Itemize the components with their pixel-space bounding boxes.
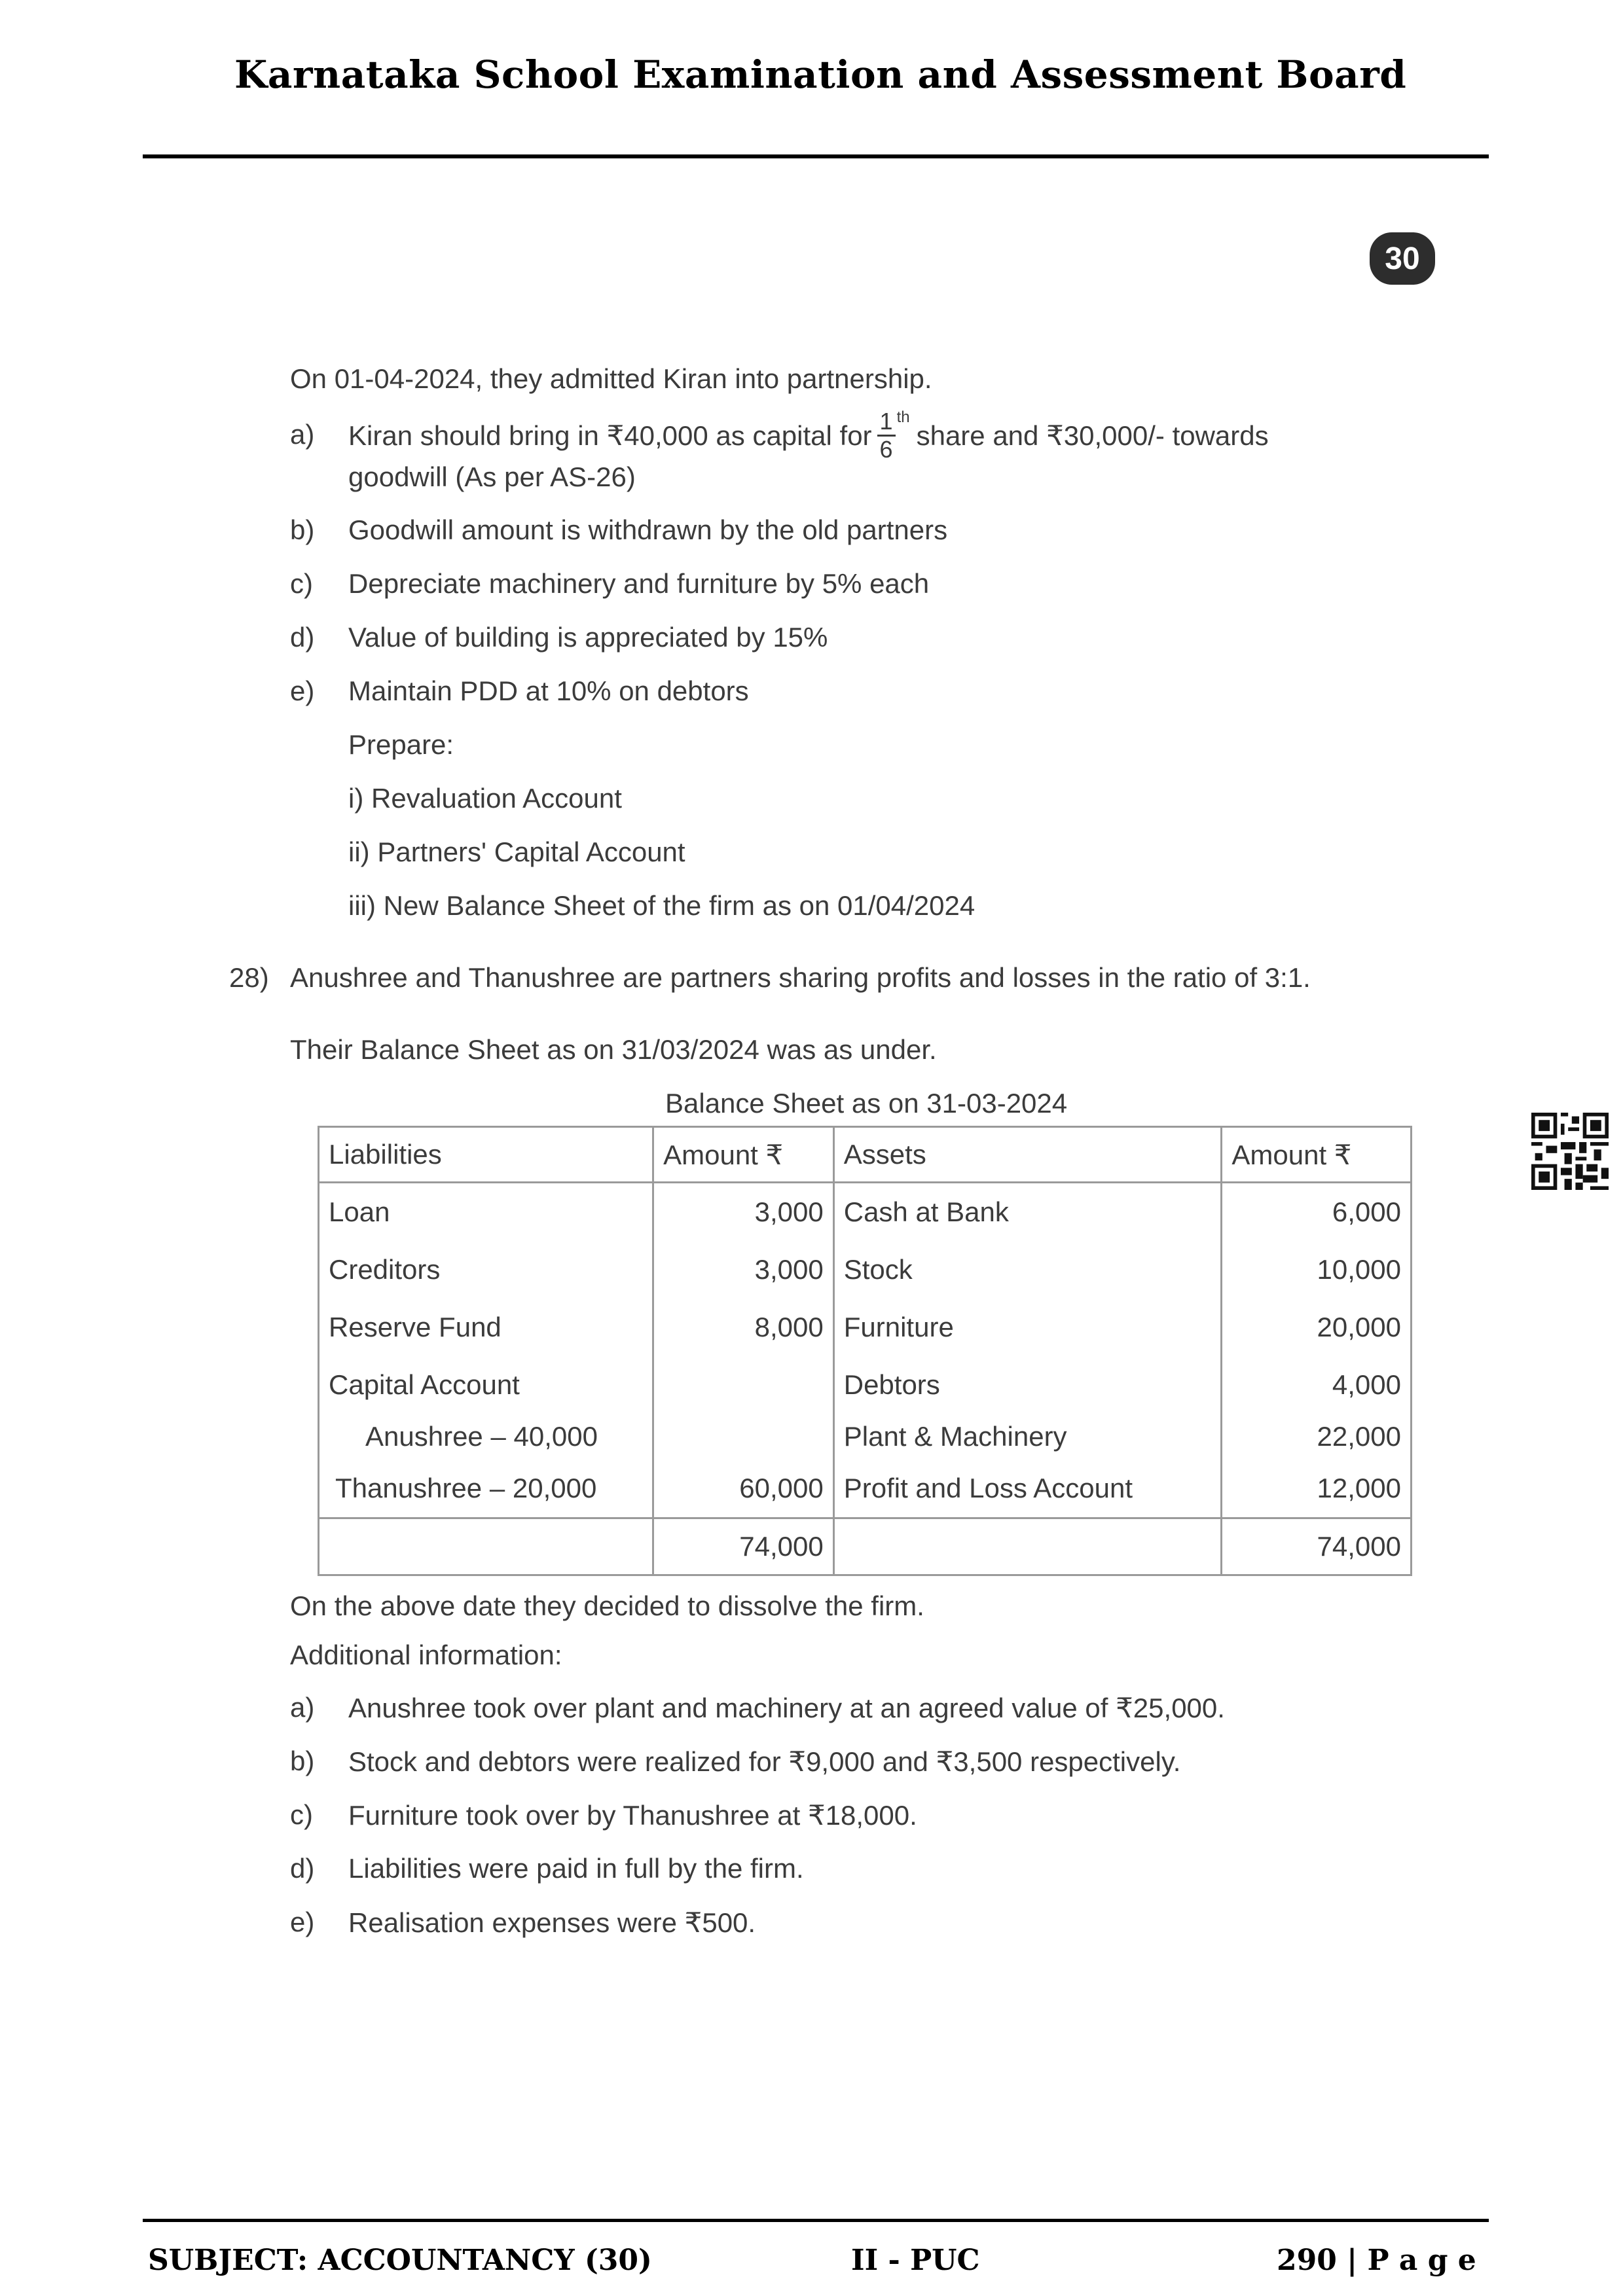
q27-intro: On 01-04-2024, they admitted Kiran into partnership. (290, 363, 932, 394)
q28-item-d-label: d) (290, 1853, 315, 1884)
after-table-text: On the above date they decided to dissolve the firm. (290, 1590, 924, 1621)
cell: 22,000 (1222, 1414, 1412, 1460)
cell (833, 1518, 1222, 1575)
prepare-item-2: ii) Partners' Capital Account (348, 836, 685, 867)
table-header-row (319, 1127, 1412, 1183)
cell: Anushree – 40,000 (319, 1414, 653, 1460)
prepare-item-1: i) Revaluation Account (348, 783, 622, 814)
table-total-row (319, 1518, 1412, 1575)
cell: 10,000 (1222, 1241, 1412, 1299)
cell (653, 1356, 834, 1414)
q28-item-a: Anushree took over plant and machinery at an agreed value of ₹25,000. (348, 1693, 1225, 1723)
fraction-numerator: 1 (877, 408, 896, 437)
page-badge: 30 (1370, 232, 1435, 285)
table-title: Balance Sheet as on 31-03-2024 (665, 1088, 1068, 1119)
total-assets: 74,000 (1222, 1518, 1412, 1575)
footer-class: II - PUC (851, 2244, 980, 2277)
cell: 3,000 (653, 1241, 834, 1299)
board-title: Karnataka School Examination and Assessment Board (234, 52, 1407, 97)
footer-subject: SUBJECT: ACCOUNTANCY (30) (148, 2244, 652, 2277)
footer-rule (143, 2219, 1489, 2222)
cell: Loan (319, 1183, 653, 1242)
q27-item-e: Maintain PDD at 10% on debtors (348, 675, 749, 706)
q27-item-a-line2: goodwill (As per AS-26) (348, 461, 636, 492)
total-liabilities: 74,000 (653, 1518, 834, 1575)
table-row (319, 1414, 1412, 1460)
q28-line2: Their Balance Sheet as on 31/03/2024 was as under. (290, 1034, 937, 1065)
table-row (319, 1460, 1412, 1518)
cell (653, 1414, 834, 1460)
q28-item-e: Realisation expenses were ₹500. (348, 1907, 756, 1938)
header-assets: Assets (833, 1127, 1222, 1183)
q28-item-d: Liabilities were paid in full by the firm. (348, 1853, 804, 1884)
q28-item-b: Stock and debtors were realized for ₹9,000 and ₹3,500 respectively. (348, 1746, 1181, 1777)
q27-item-c: Depreciate machinery and furniture by 5% each (348, 568, 930, 599)
cell: 60,000 (653, 1460, 834, 1518)
prepare-label: Prepare: (348, 729, 454, 760)
fraction-denominator: 6 (879, 436, 893, 463)
cell: Creditors (319, 1241, 653, 1299)
table-row (319, 1356, 1412, 1414)
q27-item-e-label: e) (290, 675, 315, 706)
q27-item-a (348, 408, 1269, 463)
table-row (319, 1299, 1412, 1356)
q28-item-b-label: b) (290, 1746, 315, 1776)
cell (319, 1518, 653, 1575)
cell: 8,000 (653, 1299, 834, 1356)
q27-item-a-label: a) (290, 419, 315, 450)
qr-code-icon (1531, 1113, 1609, 1190)
table-row (319, 1183, 1412, 1242)
cell: Thanushree – 20,000 (319, 1460, 653, 1518)
cell: 20,000 (1222, 1299, 1412, 1356)
fraction (877, 408, 896, 463)
prepare-item-3: iii) New Balance Sheet of the firm as on 01/04/2024 (348, 890, 976, 921)
cell: 6,000 (1222, 1183, 1412, 1242)
q27-item-d: Value of building is appreciated by 15% (348, 622, 828, 653)
additional-info-label: Additional information: (290, 1640, 562, 1670)
q28-number: 28) (229, 962, 269, 993)
cell: Plant & Machinery (833, 1414, 1222, 1460)
cell: 12,000 (1222, 1460, 1412, 1518)
header-amount-1: Amount ₹ (653, 1127, 834, 1183)
cell: Debtors (833, 1356, 1222, 1414)
fraction-superscript: th (896, 408, 910, 426)
q27-item-d-label: d) (290, 622, 315, 653)
cell: Stock (833, 1241, 1222, 1299)
header-amount-2: Amount ₹ (1222, 1127, 1412, 1183)
q27-item-a-text-before: Kiran should bring in ₹40,000 as capital for (348, 420, 872, 451)
cell: Profit and Loss Account (833, 1460, 1222, 1518)
q27-item-c-label: c) (290, 568, 313, 599)
q28-item-a-label: a) (290, 1692, 315, 1723)
footer-page-number: 290 | P a g e (1277, 2244, 1476, 2277)
cell: Capital Account (319, 1356, 653, 1414)
cell: Furniture (833, 1299, 1222, 1356)
q28-text: Anushree and Thanushree are partners sharing profits and losses in the ratio of 3:1. (290, 962, 1311, 993)
q28-item-c: Furniture took over by Thanushree at ₹18,000. (348, 1800, 917, 1831)
cell: Cash at Bank (833, 1183, 1222, 1242)
header-liabilities: Liabilities (319, 1127, 653, 1183)
q27-item-a-text-after: share and ₹30,000/- towards (916, 420, 1269, 451)
q27-item-b: Goodwill amount is withdrawn by the old partners (348, 514, 948, 545)
table-row (319, 1241, 1412, 1299)
cell: 4,000 (1222, 1356, 1412, 1414)
cell: Reserve Fund (319, 1299, 653, 1356)
q27-item-b-label: b) (290, 514, 315, 545)
q28-item-e-label: e) (290, 1907, 315, 1937)
q28-item-c-label: c) (290, 1799, 313, 1830)
header-rule (143, 154, 1489, 158)
cell: 3,000 (653, 1183, 834, 1242)
balance-sheet-table (318, 1126, 1412, 1576)
